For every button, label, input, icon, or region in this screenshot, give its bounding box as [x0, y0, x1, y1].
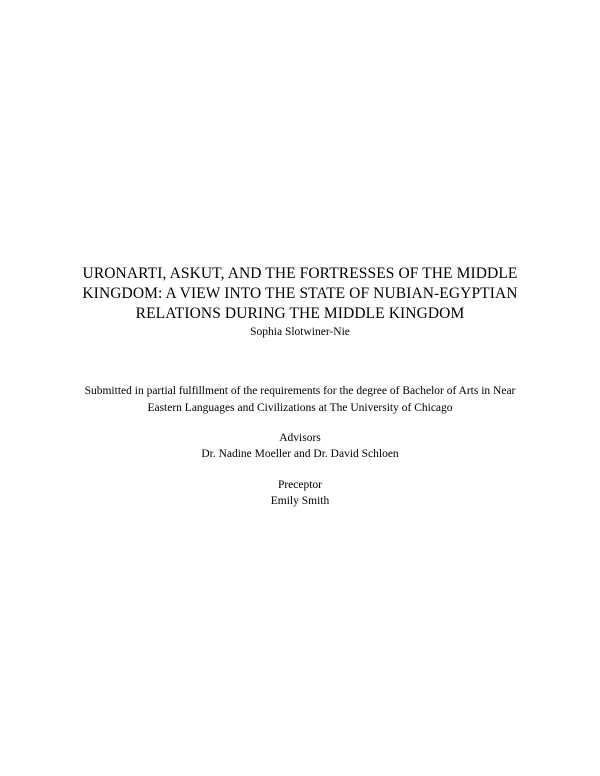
advisors-heading: Advisors	[279, 432, 321, 444]
submission-line-2: Eastern Languages and Civilizations at The University of Chicago	[147, 402, 453, 414]
advisors-section	[60, 430, 540, 462]
preceptor-name: Emily Smith	[270, 495, 330, 507]
preceptor-section	[60, 477, 540, 509]
advisors-names: Dr. Nadine Moeller and Dr. David Schloen	[201, 448, 399, 460]
title-line-3: RELATIONS DURING THE MIDDLE KINGDOM	[135, 305, 465, 322]
preceptor-heading: Preceptor	[277, 479, 323, 491]
thesis-title	[60, 264, 540, 324]
author-name: Sophia Slotwiner-Nie	[250, 326, 350, 338]
submission-line-1: Submitted in partial fulfillment of the requirements for the degree of Bachelor of Arts in Near	[84, 385, 516, 397]
title-line-1: URONARTI, ASKUT, AND THE FORTRESSES OF THE MIDDLE	[82, 265, 518, 282]
submission-statement	[50, 383, 550, 417]
title-line-2: KINGDOM: A VIEW INTO THE STATE OF NUBIAN-EGYPTIAN	[82, 285, 518, 302]
